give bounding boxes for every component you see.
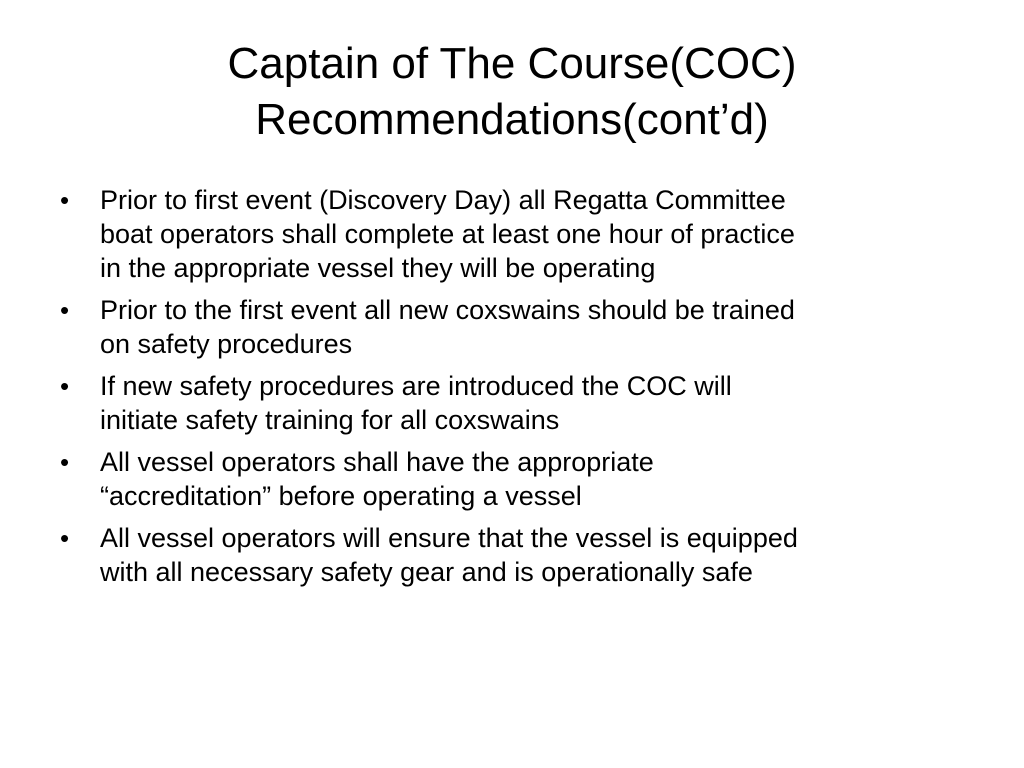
bullet-text-line: with all necessary safety gear and is operationally safe xyxy=(100,557,753,587)
bullet-icon: • xyxy=(60,185,70,215)
bullet-text-line: If new safety procedures are introduced the COC will xyxy=(100,371,732,401)
bullet-text-line: in the appropriate vessel they will be operating xyxy=(100,253,656,283)
bullet-icon: • xyxy=(60,371,70,401)
bullet-text-line: “accreditation” before operating a vessel xyxy=(100,481,582,511)
slide-title-line: Recommendations(cont’d) xyxy=(255,95,769,144)
bullet-item xyxy=(60,445,960,513)
bullet-text-line: All vessel operators shall have the appropriate xyxy=(100,447,654,477)
bullet-text xyxy=(100,371,732,435)
bullet-item xyxy=(60,521,960,589)
bullet-text xyxy=(100,447,654,511)
bullet-text-line: boat operators shall complete at least one hour of practice xyxy=(100,219,795,249)
bullet-icon: • xyxy=(60,523,70,553)
bullet-icon: • xyxy=(60,447,70,477)
slide-title-line: Captain of The Course(COC) xyxy=(227,39,797,88)
bullet-text-line: on safety procedures xyxy=(100,329,353,359)
bullet-text-line: initiate safety training for all coxswains xyxy=(100,405,560,435)
bullet-text-line: Prior to the first event all new coxswains should be trained xyxy=(100,295,795,325)
bullet-text xyxy=(100,185,795,283)
bullet-icon: • xyxy=(60,295,70,325)
bullet-text-line: All vessel operators will ensure that the vessel is equipped xyxy=(100,523,798,553)
bullet-list xyxy=(60,183,960,597)
bullet-item xyxy=(60,183,960,285)
slide-title xyxy=(60,36,964,148)
bullet-text xyxy=(100,295,795,359)
bullet-text-line: Prior to first event (Discovery Day) all Regatta Committee xyxy=(100,185,786,215)
bullet-text xyxy=(100,523,798,587)
bullet-item xyxy=(60,293,960,361)
bullet-item xyxy=(60,369,960,437)
